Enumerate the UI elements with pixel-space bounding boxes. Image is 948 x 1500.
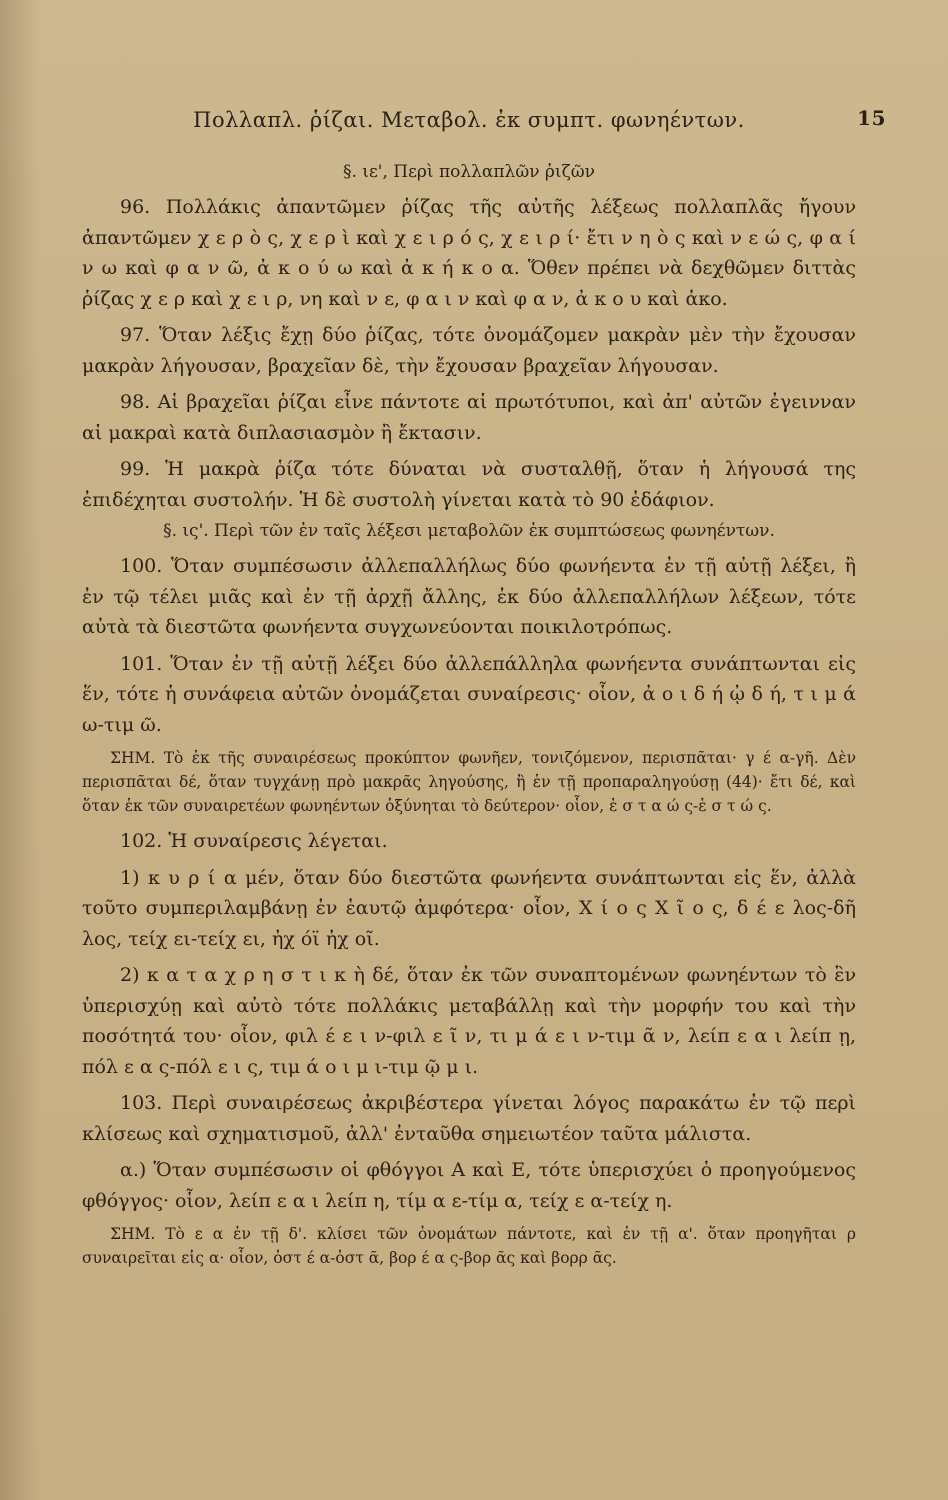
paragraph-102-1: 1) κ υ ρ ί α μέν, ὅταν δύο διεστῶτα φωνήεντα συνάπτωνται εἰς ἕν, ἀλλὰ τοῦτο συμπεριλαμβάνῃ ἐν ἑαυτῷ ἀμφότερα· οἷον, Χ ί ο ς Χ ῖ ο ς, δ έ ε λος-δῆ λος, τείχ ει-τείχ ει, ἠχ όϊ ἠχ οῖ. xyxy=(82,866,856,950)
paragraph-99: 99. Ἡ μακρὰ ῥίζα τότε δύναται νὰ συσταλθῇ, ὅταν ἡ λήγουσά της ἐπιδέχηται συστολήν. Ἡ δὲ συστολὴ γίνεται κατὰ τὸ 90 ἐδάφιον. xyxy=(82,458,856,511)
section-heading: §. ις'. Περὶ τῶν ἐν ταῖς λέξεσι μεταβολῶν ἐκ συμπτώσεως φωνηέντων. xyxy=(163,521,775,541)
paragraph-103-a: α.) Ὅταν συμπέσωσιν οἱ φθόγγοι Α καὶ Ε, τότε ὑπερισχύει ὁ προηγούμενος φθόγγος· οἷον, λείπ ε α ι λείπ η, τίμ α ε-τίμ α, τείχ ε α-τείχ η. xyxy=(82,1159,856,1212)
paragraph-101: 101. Ὅταν ἐν τῇ αὐτῇ λέξει δύο ἀλλεπάλληλα φωνήεντα συνάπτωνται εἰς ἕν, τότε ἡ συνάφεια αὐτῶν ὀνομάζεται συναίρεσις· οἷον, ἀ ο ι δ ή ᾠ δ ή, τ ι μ ά ω-τιμ ῶ. xyxy=(82,652,856,736)
running-title: Πολλαπλ. ῥίζαι. Μεταβολ. ἐκ συμπτ. φωνηέντων. xyxy=(193,108,745,132)
paragraph-103: 103. Περὶ συναιρέσεως ἀκριβέστερα γίνεται λόγος παρακάτω ἐν τῷ περὶ κλίσεως καὶ σχηματισμοῦ, ἀλλ' ἐνταῦθα σημειωτέον ταῦτα μάλιστα. xyxy=(82,1092,856,1145)
paragraph-98: 98. Αἱ βραχεῖαι ῥίζαι εἶνε πάντοτε αἱ πρωτότυποι, καὶ ἀπ' αὐτῶν ἐγεινναν αἱ μακραὶ κατὰ διπλασιασμὸν ἢ ἔκτασιν. xyxy=(82,391,856,444)
page-number: 15 xyxy=(857,106,886,130)
page-header xyxy=(82,106,886,132)
paragraph-102-2: 2) κ α τ α χ ρ η σ τ ι κ ὴ δέ, ὅταν ἐκ τῶν συναπτομένων φωνηέντων τὸ ἓν ὑπερισχύῃ καὶ αὐτὸ τότε πολλάκις μεταβάλλῃ καὶ τὴν μορφήν του καὶ τὴν ποσότητά του· οἷον, φιλ έ ε ι ν-φιλ ε ῖ ν, τι μ ά ε ι ν-τιμ ᾶ ν, λείπ ε α ι λείπ ῃ, πόλ ε α ς-πόλ ε ι ς, τιμ ά ο ι μ ι-τιμ ῷ μ ι. xyxy=(82,964,856,1078)
note-103: ΣΗΜ. Τὸ ε α ἐν τῇ δ'. κλίσει τῶν ὀνομάτων πάντοτε, καὶ ἐν τῇ α'. ὅταν προηγῆται ρ συναιρεῖται εἰς α· οἷον, ὀστ έ α-ὀστ ᾶ, βορ έ α ς-βορ ᾶς καὶ βορρ ᾶς. xyxy=(82,1225,856,1267)
paragraph-96: 96. Πολλάκις ἀπαντῶμεν ῥίζας τῆς αὐτῆς λέξεως πολλαπλᾶς ἤγουν ἀπαντῶμεν χ ε ρ ὸ ς, χ ε ρ ὶ καὶ χ ε ι ρ ό ς, χ ε ι ρ ί· ἔτι ν η ὸ ς καὶ ν ε ώ ς, φ α ί ν ω καὶ φ α ν ῶ, ἀ κ ο ύ ω καὶ ἀ κ ή κ ο α. Ὅθεν πρέπει νὰ δεχθῶμεν διττὰς ῥίζας χ ε ρ καὶ χ ε ι ρ, νη καὶ ν ε, φ α ι ν καὶ φ α ν, ἀ κ ο υ καὶ ἀκο. xyxy=(82,196,856,310)
paragraph-97: 97. Ὅταν λέξις ἔχῃ δύο ῥίζας, τότε ὀνομάζομεν μακρὰν μὲν τὴν ἔχουσαν μακρὰν λήγουσαν, βραχεῖαν δὲ, τὴν ἔχουσαν βραχεῖαν λήγουσαν. xyxy=(82,324,856,377)
note-101: ΣΗΜ. Τὸ ἐκ τῆς συναιρέσεως προκύπτον φωνῆεν, τονιζόμενον, περισπᾶται· γ έ α-γῆ. Δὲν περισπᾶται δέ, ὅταν τυγχάνῃ πρὸ μακρᾶς ληγούσης, ἢ ἐν τῇ προπαραληγούσῃ (44)· ἔτι δέ, καὶ ὅταν ἐκ τῶν συναιρετέων φωνηέντων ὀξύνηται τὸ δεύτερον· οἷον, ἑ σ τ α ώ ς-ἑ σ τ ώ ς. xyxy=(82,749,856,815)
paragraph-100: 100. Ὅταν συμπέσωσιν ἀλλεπαλλήλως δύο φωνήεντα ἐν τῇ αὐτῇ λέξει, ἢ ἐν τῷ τέλει μιᾶς καὶ ἐν τῇ ἀρχῇ ἄλλης, ἐκ δύο ἀλλεπαλλήλων λέξεων, τότε αὐτὰ τὰ διεστῶτα φωνήεντα συγχωνεύονται ποικιλοτρόπως. xyxy=(82,555,856,638)
paragraph-102: 102. Ἡ συναίρεσις λέγεται. xyxy=(120,830,388,852)
section-heading: §. ιε', Περὶ πολλαπλῶν ῥιζῶν xyxy=(342,162,595,182)
